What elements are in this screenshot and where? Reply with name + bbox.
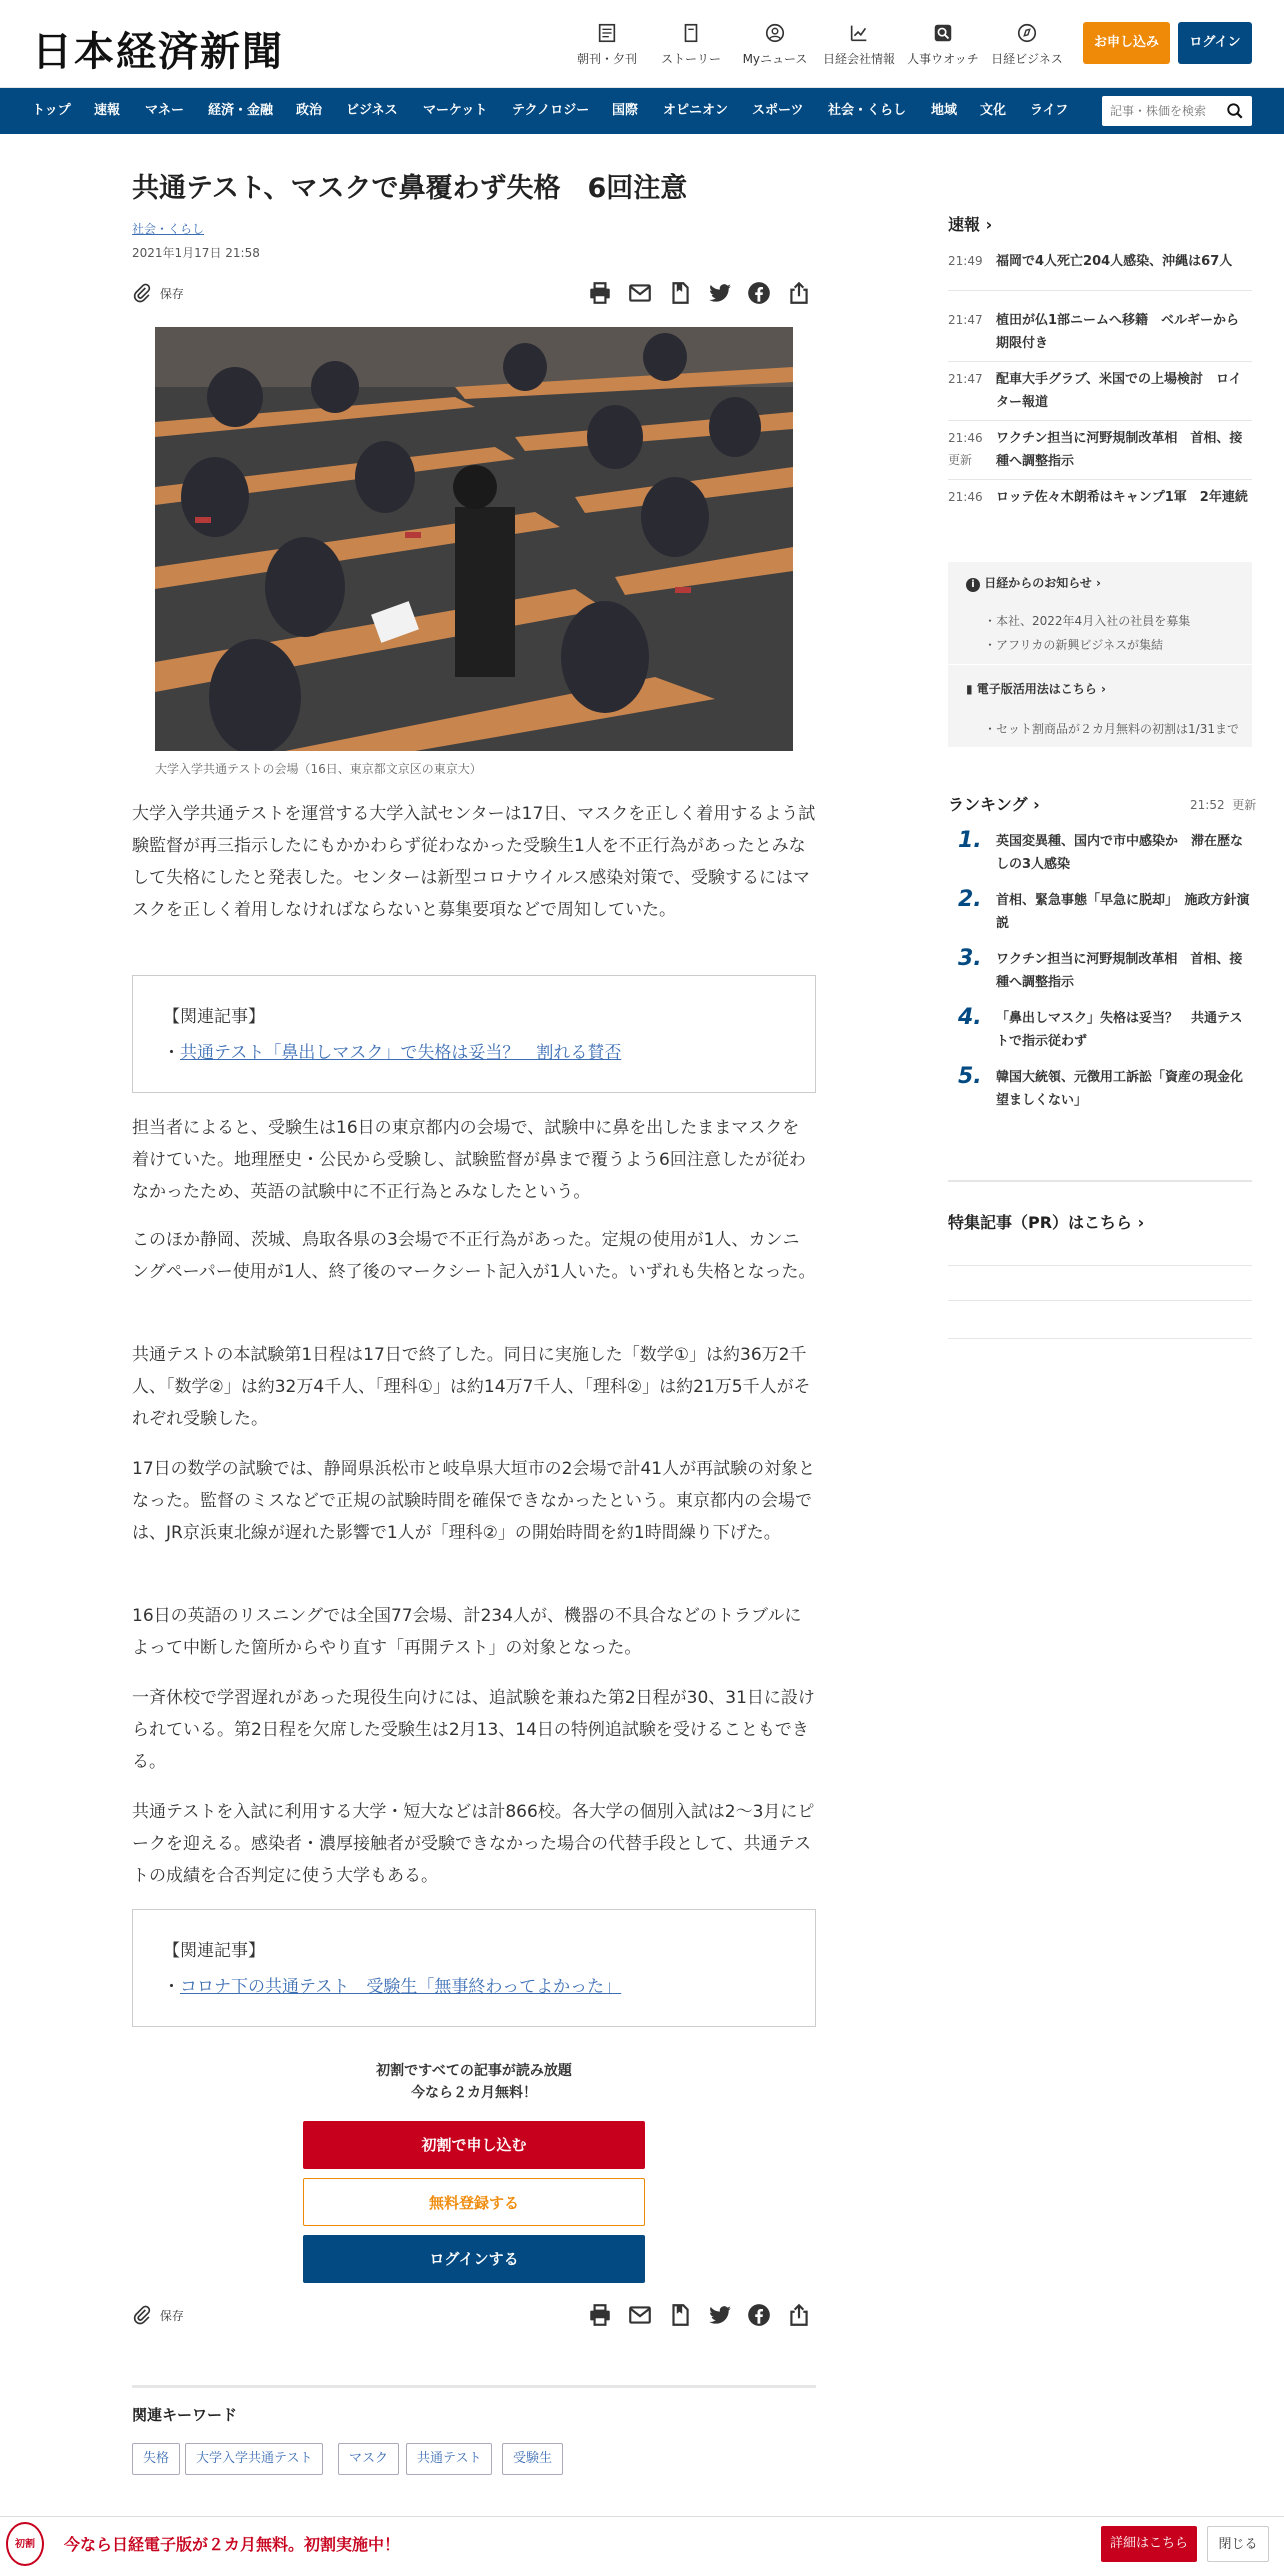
nav-item-economy[interactable]: 経済・金融 (208, 103, 274, 118)
chevron-right-icon: › (1137, 1213, 1145, 1232)
nav-company-info[interactable]: 日経会社情報 (818, 22, 900, 67)
divider (132, 2385, 816, 2388)
related-articles-box (132, 975, 816, 1093)
nav-item-top[interactable]: トップ (32, 103, 71, 118)
digital-guide-heading[interactable]: ▮ 電子版活用法はこちら › (966, 682, 1106, 696)
ranking-number: 5. (958, 1064, 982, 1089)
article-photo (155, 327, 793, 751)
book-icon: ▮ (966, 682, 973, 696)
site-logo[interactable]: 日本経済新聞 (32, 28, 284, 75)
divider (948, 1180, 1252, 1182)
divider (948, 361, 1252, 362)
twitter-icon[interactable] (707, 280, 733, 306)
ranking-item[interactable]: 首相、緊急事態「早急に脱却」 施政方針演説 (996, 893, 1250, 931)
share-icon[interactable] (786, 2302, 812, 2328)
story-icon (680, 22, 702, 44)
facebook-icon[interactable] (746, 280, 772, 306)
article-category-link[interactable]: 社会・くらし (132, 222, 205, 236)
article-paragraph: 16日の英語のリスニングでは全国77会場、計234人が、機器の不具合などのトラブルによって中断した箇所からやり直す「再開テスト」の対象となった。 (132, 1606, 802, 1658)
divider (948, 290, 1252, 291)
nav-item-life[interactable]: ライフ (1030, 103, 1069, 118)
flash-news-heading[interactable]: 速報 › (948, 215, 993, 234)
subscribe-promo: 初割ですべての記事が読み放題 今なら２カ月無料！ (376, 2063, 572, 2101)
related-item: ・共通テスト「鼻出しマスク」で失格は妥当？ 割れる賛否 (163, 1043, 622, 1063)
keyword-tag[interactable]: 大学入学共通テスト (185, 2443, 323, 2475)
notice-item[interactable]: ・アフリカの新興ビジネスが集結 (984, 638, 1164, 652)
ranking-number: 2. (958, 887, 982, 912)
keyword-tag[interactable]: 共通テスト (406, 2443, 492, 2475)
login-button[interactable]: ログイン (1178, 22, 1252, 64)
search-person-icon (932, 22, 954, 44)
nav-item-opinion[interactable]: オピニオン (663, 103, 729, 118)
related-heading: 【関連記事】 (163, 1941, 265, 1961)
nav-item-technology[interactable]: テクノロジー (512, 103, 590, 118)
user-icon (764, 22, 786, 44)
nav-item-sports[interactable]: スポーツ (752, 103, 804, 118)
nav-item-flash[interactable]: 速報 (94, 103, 121, 118)
mail-icon[interactable] (627, 2302, 653, 2328)
search-icon[interactable] (1226, 102, 1244, 120)
nav-item-business[interactable]: ビジネス (346, 103, 398, 118)
divider (948, 664, 1252, 665)
flash-time: 21:46 (948, 431, 983, 445)
nav-item-international[interactable]: 国際 (612, 103, 639, 118)
keywords-heading: 関連キーワード (132, 2406, 238, 2424)
notice-box (948, 562, 1252, 747)
twitter-icon[interactable] (707, 2302, 733, 2328)
site-header (0, 0, 1284, 88)
divider (948, 1300, 1252, 1301)
save-button[interactable]: 保存 (132, 282, 184, 308)
article-paragraph: 一斉休校で学習遅れがあった現役生向けには、追試験を兼ねた第2日程が30、31日に設けられている。第2日程を欠席した受験生は2月13、14日の特例追試験を受けることもできる。 (132, 1688, 815, 1772)
search-box (1102, 96, 1252, 126)
nav-personnel-watch[interactable]: 人事ウオッチ (902, 22, 984, 67)
print-icon[interactable] (587, 280, 613, 306)
article-paragraph: 17日の数学の試験では、静岡県浜松市と岐阜県大垣市の2会場で計41人が再試験の対象となった。監督のミスなどで正規の試験時間を確保できなかったという。東京都内の会場では、JR京浜東北線が遅れた影響で1人が「理科②」の開始時間を約1時間繰り下げた。 (132, 1459, 816, 1543)
flash-item[interactable]: 植田が仏1部ニームへ移籍 ベルギーから期限付き (996, 313, 1240, 351)
flash-item[interactable]: 配車大手グラブ、米国での上場検討 ロイター報道 (996, 372, 1242, 410)
ranking-item[interactable]: ワクチン担当に河野規制改革相 首相、接種へ調整指示 (996, 952, 1243, 990)
paperclip-icon (132, 282, 152, 304)
article-paragraph: 大学入学共通テストを運営する大学入試センターは17日、マスクを正しく着用するよう試験監督が再三指示したにもかかわらず従わなかった受験生1人を不正行為があったとみなして失格にしたと発表した。センターは新型コロナウイルス感染対策で、受験するにはマスクを正しく着用しなければならないと募集要項などで周知していた。 (132, 804, 816, 920)
article-paragraph: このほか静岡、茨城、鳥取各県の3会場で不正行為があった。定規の使用が1人、カンニングペーパー使用が1人、終了後のマークシート記入が1人いた。いずれも失格となった。 (132, 1230, 816, 1282)
notice-item[interactable]: ・セット割商品が２カ月無料の初割は1/31まで (984, 722, 1239, 736)
divider (948, 1265, 1252, 1266)
keyword-tag[interactable]: マスク (338, 2443, 399, 2475)
flash-time: 21:47 (948, 372, 983, 386)
paperclip-icon (132, 2304, 152, 2326)
keyword-tag[interactable]: 失格 (132, 2443, 180, 2475)
nav-item-culture[interactable]: 文化 (980, 103, 1007, 118)
clip-article-icon[interactable] (667, 280, 693, 306)
ranking-number: 1. (958, 828, 982, 853)
notice-heading[interactable]: i 日経からのお知らせ › (966, 574, 1101, 592)
updated-label: 更新 (948, 453, 973, 467)
photo-caption: 大学入学共通テストの会場（16日、東京都文京区の東京大） (155, 762, 482, 776)
trial-subscribe-button[interactable]: 初割で申し込む (303, 2121, 645, 2169)
ranking-item[interactable]: 韓国大統領、元徴用工訴訟「資産の現金化望ましくない」 (996, 1070, 1244, 1108)
ranking-heading[interactable]: ランキング › (948, 795, 1040, 814)
related-articles-box (132, 1909, 816, 2027)
promo-badge: 初割 (6, 2522, 44, 2566)
article-paragraph: 共通テストを入試に利用する大学・短大などは計866校。各大学の個別入試は2～3月にピークを迎える。感染者・濃厚接触者が受験できなかった場合の代替手段として、共通テストの成績を合否判定に使う大学もある。 (132, 1802, 815, 1886)
related-article-link[interactable]: 共通テスト「鼻出しマスク」で失格は妥当？ 割れる賛否 (180, 1043, 622, 1063)
chart-icon (848, 22, 870, 44)
facebook-icon[interactable] (746, 2302, 772, 2328)
divider (948, 479, 1252, 480)
login-cta-button[interactable]: ログインする (303, 2235, 645, 2283)
nav-item-money[interactable]: マネー (145, 103, 185, 118)
ranking-item[interactable]: 英国変異種、国内で市中感染か 滞在歴なしの3人感染 (996, 834, 1244, 872)
article-title: 共通テスト、マスクで鼻覆わず失格 6回注意 (132, 173, 688, 204)
article-date: 2021年1月17日 21:58 (132, 246, 260, 260)
nav-item-region[interactable]: 地域 (931, 103, 958, 118)
related-heading: 【関連記事】 (163, 1007, 265, 1027)
clip-article-icon[interactable] (667, 2302, 693, 2328)
related-item: ・コロナ下の共通テスト 受験生「無事終わってよかった」 (163, 1977, 622, 1997)
nav-item-market[interactable]: マーケット (423, 103, 488, 118)
ranking-number: 4. (958, 1005, 982, 1030)
related-article-link[interactable]: コロナ下の共通テスト 受験生「無事終わってよかった」 (180, 1977, 622, 1997)
divider (948, 1338, 1252, 1339)
free-register-button[interactable]: 無料登録する (303, 2178, 645, 2226)
article-paragraph: 担当者によると、受験生は16日の東京都内の会場で、試験中に鼻を出したままマスクを着けていた。地理歴史・公民から受験し、試験監督が鼻まで覆うよう6回注意したが従わなかったため、英語の試験中に不正行為とみなしたという。 (132, 1118, 806, 1202)
details-button[interactable]: 詳細はこちら (1101, 2526, 1197, 2562)
chevron-right-icon: › (985, 215, 993, 234)
nav-nikkei-business[interactable]: 日経ビジネス (986, 22, 1068, 67)
promo-text: 今なら日経電子版が２カ月無料。初割実施中！ (64, 2535, 401, 2554)
promo-banner (0, 2516, 1284, 2568)
nav-paper-edition[interactable]: 朝刊・夕刊 (566, 22, 648, 67)
share-icon[interactable] (786, 280, 812, 306)
main-nav (0, 88, 1284, 134)
newspaper-icon (596, 22, 618, 44)
pr-heading[interactable]: 特集記事（PR）はこちら › (948, 1213, 1145, 1232)
flash-time: 21:47 (948, 313, 983, 327)
flash-time: 21:46 (948, 490, 983, 504)
exam-hall-image (155, 327, 793, 751)
print-icon[interactable] (587, 2302, 613, 2328)
ranking-number: 3. (958, 946, 982, 971)
info-icon: i (966, 578, 980, 592)
flash-item[interactable]: ロッテ佐々木朗希はキャンプ1軍 2年連続 (996, 490, 1248, 505)
keyword-tag[interactable]: 受験生 (502, 2443, 563, 2475)
compass-icon (1016, 22, 1038, 44)
close-banner-button[interactable]: 閉じる (1207, 2526, 1269, 2562)
mail-icon[interactable] (627, 280, 653, 306)
flash-time: 21:49 (948, 254, 983, 268)
chevron-right-icon: › (1033, 795, 1040, 814)
nav-my-news[interactable]: Myニュース (734, 22, 816, 67)
save-button-bottom[interactable]: 保存 (132, 2304, 184, 2330)
search-input[interactable] (1110, 96, 1222, 126)
flash-item[interactable]: ワクチン担当に河野規制改革相 首相、接種へ調整指示 (996, 431, 1243, 469)
apply-button[interactable]: お申し込み (1083, 22, 1170, 64)
divider (948, 420, 1252, 421)
ranking-item[interactable]: 「鼻出しマスク」失格は妥当？ 共通テストで指示従わず (996, 1011, 1243, 1049)
nav-story[interactable]: ストーリー (650, 22, 732, 67)
nav-item-politics[interactable]: 政治 (296, 103, 323, 118)
ranking-timestamp: 21:52 更新 (1190, 798, 1257, 812)
flash-item[interactable]: 福岡で4人死亡204人感染、沖縄は67人 (996, 254, 1233, 269)
notice-item[interactable]: ・本社、2022年4月入社の社員を募集 (984, 614, 1191, 628)
nav-item-society[interactable]: 社会・くらし (828, 103, 907, 118)
article-paragraph: 共通テストの本試験第1日程は17日で終了した。同日に実施した「数学①」は約36万2千人、「数学②」は約32万4千人、「理科①」は約14万7千人、「理科②」は約21万5千人がそれぞれ受験した。 (132, 1345, 811, 1429)
